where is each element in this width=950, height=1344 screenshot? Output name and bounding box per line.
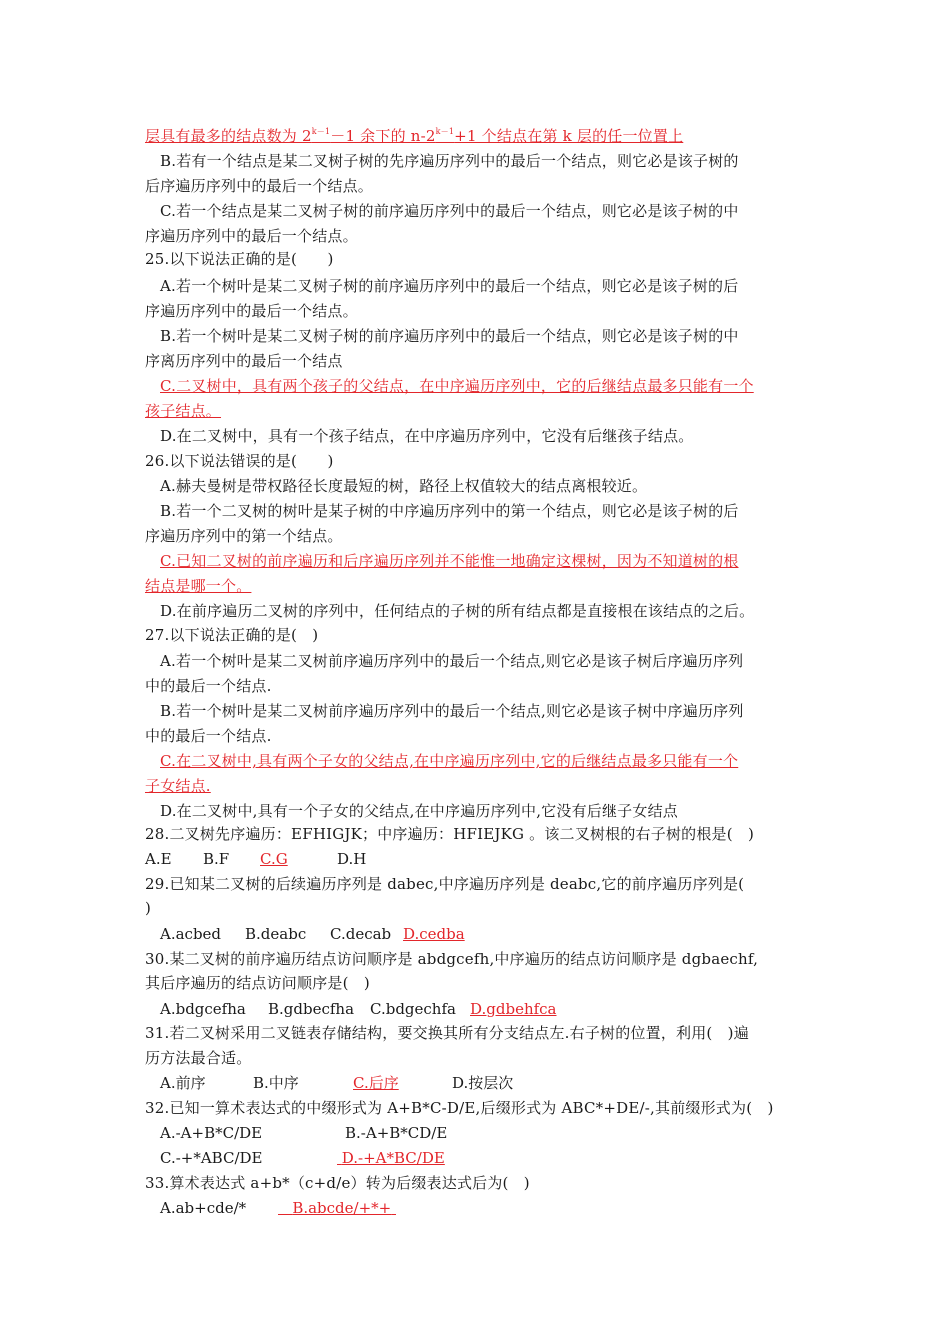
superscript: k－1 xyxy=(311,127,331,136)
q26-answer-line2: 结点是哪一个。 xyxy=(145,577,252,595)
q26-option-b-line1: B.若一个二叉树的树叶是某子树的中序遍历序列中的第一个结点，则它必是该子树的后 xyxy=(160,502,739,520)
q25-option-a-line1: A.若一个树叶是某二叉树子树的前序遍历序列中的最后一个结点，则它必是该子树的后 xyxy=(160,277,739,295)
answer-text: －1 余下的 n-2 xyxy=(330,127,436,145)
q27-option-b-line1: B.若一个树叶是某二叉树前序遍历序列中的最后一个结点,则它必是该子树中序遍历序列 xyxy=(160,702,744,720)
question-29-line1: 29.已知某二叉树的后续遍历序列是 dabec,中序遍历序列是 deabc,它的前序遍历序列是( xyxy=(145,875,745,893)
answer-text: 层具有最多的结点数为 2 xyxy=(145,127,312,145)
q26-option-b-line2: 序遍历序列中的第一个结点。 xyxy=(145,527,343,545)
q30-option-c: C.bdgechfa xyxy=(370,1000,456,1018)
q27-option-b-line2: 中的最后一个结点. xyxy=(145,727,272,745)
q27-answer-line2: 子女结点. xyxy=(145,777,211,795)
question-30-line2: 其后序遍历的结点访问顺序是( ) xyxy=(145,974,370,992)
q32-option-b: B.-A+B*CD/E xyxy=(345,1124,448,1142)
question-31-line2: 历方法最合适。 xyxy=(145,1049,252,1067)
q30-option-a: A.bdgcefha xyxy=(160,1000,246,1018)
q27-option-a-line2: 中的最后一个结点. xyxy=(145,677,272,695)
q25-option-b-line1: B.若一个树叶是某二叉树子树的前序遍历序列中的最后一个结点，则它必是该子树的中 xyxy=(160,327,739,345)
q26-option-a: A.赫夫曼树是带权路径长度最短的树，路径上权值较大的结点离根较近。 xyxy=(160,477,648,495)
question-30-line1: 30.某二叉树的前序遍历结点访问顺序是 abdgcefh,中序遍历的结点访问顺序是 dgbaechf, xyxy=(145,950,759,968)
question-33: 33.算术表达式 a+b*（c+d/e）转为后缀表达式后为( ) xyxy=(145,1174,530,1192)
q27-option-d: D.在二叉树中,具有一个子女的父结点,在中序遍历序列中,它没有后继子女结点 xyxy=(160,802,678,820)
question-28: 28.二叉树先序遍历：EFHIGJK；中序遍历：HFIEJKG 。该二叉树根的右子树的根是( ) xyxy=(145,825,755,843)
answer-line-24 xyxy=(145,125,683,147)
q27-answer-line1: C.在二叉树中,具有两个子女的父结点,在中序遍历序列中,它的后继结点最多只能有一个 xyxy=(160,752,739,770)
q25-option-b-line2: 序离历序列中的最后一个结点 xyxy=(145,352,343,370)
q25-answer-line2: 孩子结点。 xyxy=(145,402,222,420)
q27-option-a-line1: A.若一个树叶是某二叉树前序遍历序列中的最后一个结点,则它必是该子树后序遍历序列 xyxy=(160,652,744,670)
answer-text: +1 个结点在第 k 层的任一位置上 xyxy=(454,127,684,145)
q32-answer-text: D.-+A*BC/DE xyxy=(341,1149,445,1167)
question-32: 32.已知一算术表达式的中缀形式为 A+B*C-D/E,后缀形式为 ABC*+DE/-,其前缀形式为( ) xyxy=(145,1099,774,1117)
q33-answer xyxy=(278,1197,396,1219)
q32-answer xyxy=(337,1147,445,1169)
q31-option-b: B.中序 xyxy=(253,1074,299,1092)
superscript: k－1 xyxy=(435,127,455,136)
question-27: 27.以下说法正确的是( ) xyxy=(145,626,319,644)
q24-option-c-line1: C.若一个结点是某二叉树子树的前序遍历序列中的最后一个结点，则它必是该子树的中 xyxy=(160,202,739,220)
q29-answer: D.cedba xyxy=(403,925,465,943)
q26-answer-line1: C.已知二叉树的前序遍历和后序遍历序列并不能惟一地确定这棵树，因为不知道树的根 xyxy=(160,552,739,570)
question-25: 25.以下说法正确的是( ) xyxy=(145,250,334,268)
q28-option-a: A.E xyxy=(145,850,172,868)
q24-option-b-line1: B.若有一个结点是某二叉树子树的先序遍历序列中的最后一个结点，则它必是该子树的 xyxy=(160,152,739,170)
q31-option-d: D.按层次 xyxy=(452,1074,514,1092)
q28-option-b: B.F xyxy=(203,850,230,868)
q25-answer-line1: C.二叉树中，具有两个孩子的父结点，在中序遍历序列中，它的后继结点最多只能有一个 xyxy=(160,377,754,395)
question-29-line2: ) xyxy=(145,899,152,917)
q32-option-c: C.-+*ABC/DE xyxy=(160,1149,263,1167)
q30-answer: D.gdbehfca xyxy=(470,1000,557,1018)
q25-option-a-line2: 序遍历序列中的最后一个结点。 xyxy=(145,302,358,320)
q25-option-d: D.在二叉树中，具有一个孩子结点，在中序遍历序列中，它没有后继孩子结点。 xyxy=(160,427,694,445)
q24-option-c-line2: 序遍历序列中的最后一个结点。 xyxy=(145,227,358,245)
question-26: 26.以下说法错误的是( ) xyxy=(145,452,334,470)
q32-option-a: A.-A+B*C/DE xyxy=(160,1124,263,1142)
q31-option-a: A.前序 xyxy=(160,1074,206,1092)
question-31-line1: 31.若二叉树采用二叉链表存储结构，要交换其所有分支结点左.右子树的位置，利用( )遍 xyxy=(145,1024,749,1042)
q26-option-d: D.在前序遍历二叉树的序列中，任何结点的子树的所有结点都是直接根在该结点的之后。 xyxy=(160,602,755,620)
q29-option-a: A.acbed xyxy=(160,925,222,943)
q33-option-a: A.ab+cde/* xyxy=(160,1199,247,1217)
q29-option-b: B.deabc xyxy=(245,925,307,943)
q24-option-b-line2: 后序遍历序列中的最后一个结点。 xyxy=(145,177,374,195)
q33-answer-text: B.abcde/+*+ xyxy=(292,1199,392,1217)
q30-option-b: B.gdbecfha xyxy=(268,1000,355,1018)
q28-option-d: D.H xyxy=(337,850,367,868)
q29-option-c: C.decab xyxy=(330,925,392,943)
q28-answer: C.G xyxy=(260,850,288,868)
q31-answer: C.后序 xyxy=(353,1074,399,1092)
